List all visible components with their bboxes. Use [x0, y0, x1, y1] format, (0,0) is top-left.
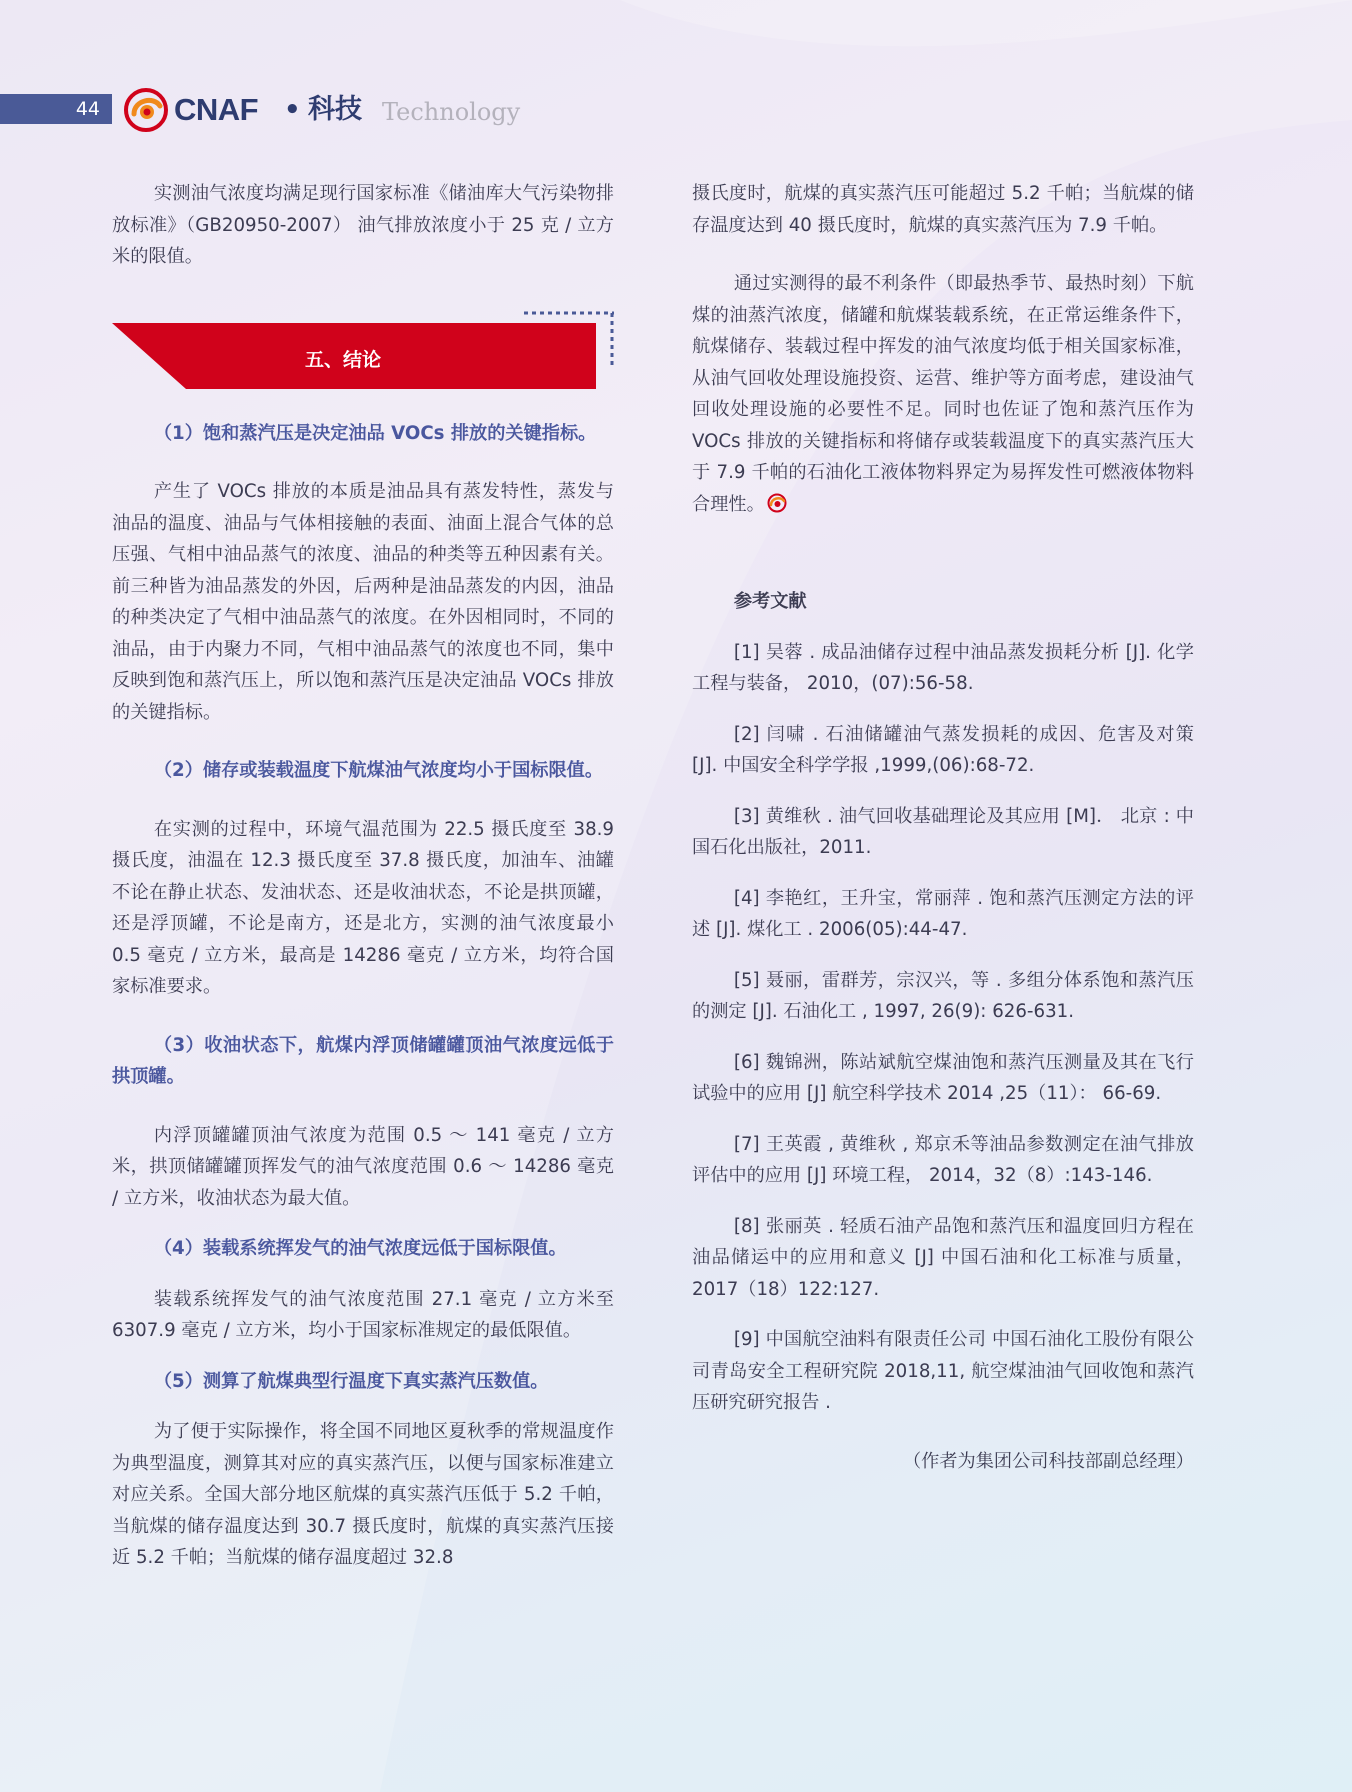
- reference-item: [9] 中国航空油料有限责任公司 中国石油化工股份有限公司青岛安全工程研究院 2018,11, 航空煤油油气回收饱和蒸汽压研究研究报告 .: [692, 1329, 1194, 1413]
- summary-text: 通过实测得的最不利条件（即最热季节、最热时刻）下航煤的油蒸汽浓度，储罐和航煤装载系统，在正常运维条件下，航煤储存、装载过程中挥发的油气浓度均低于相关国家标准，从油气回收处理设施投资、运营、维护等方面考虑，建设油气回收处理设施的必要性不足。同时也佐证了饱和蒸汽压作为 VOCs 排放的关键指标和将储存或装载温度下的真实蒸汽压大于 7.9 千帕的石油化工液体物料界定为易挥发性可燃液体物料合理性。: [692, 273, 1194, 515]
- conclusion-paragraph-2: 在实测的过程中，环境气温范围为 22.5 摄氏度至 38.9 摄氏度，油温在 12.3 摄氏度至 37.8 摄氏度，加油车、油罐不论在静止状态、发油状态、还是收油状态，不论是拱顶罐，还是浮顶罐，不论是南方，还是北方，实测的油气浓度最小 0.5 毫克 / 立方米，最高是 14286 毫克 / 立方米，均符合国家标准要求。: [112, 818, 614, 997]
- brand-separator: •: [284, 95, 301, 125]
- section-banner: [112, 311, 614, 391]
- left-column: [112, 178, 614, 1574]
- author-note: （作者为集团公司科技部副总经理）: [902, 1450, 1194, 1472]
- section-name-cn: 科技: [308, 94, 362, 125]
- cnaf-swirl-logo-icon: [124, 88, 168, 132]
- conclusion-heading-2: （2）储存或装载温度下航煤油气浓度均小于国标限值。: [153, 760, 604, 781]
- page-header: [0, 88, 600, 132]
- conclusion-paragraph-3: 内浮顶罐罐顶油气浓度为范围 0.5 ～ 141 毫克 / 立方米，拱顶储罐罐顶挥发气的油气浓度范围 0.6 ～ 14286 毫克 / 立方米，收油状态为最大值。: [112, 1124, 614, 1209]
- section-title: 五、结论: [304, 348, 381, 371]
- reference-item: [6] 魏锦洲，陈站斌航空煤油饱和蒸汽压测量及其在飞行试验中的应用 [J] 航空科学技术 2014 ,25（11）： 66-69.: [692, 1051, 1194, 1104]
- conclusion-paragraph-4: 装载系统挥发气的油气浓度范围 27.1 毫克 / 立方米至 6307.9 毫克 / 立方米，均小于国家标准规定的最低限值。: [112, 1288, 614, 1341]
- conclusion-heading-1: （1）饱和蒸汽压是决定油品 VOCs 排放的关键指标。: [153, 422, 597, 444]
- reference-item: [3] 黄维秋 . 油气回收基础理论及其应用 [M]． 北京 : 中国石化出版社，2011.: [692, 805, 1194, 858]
- section-name-en: Technology: [382, 98, 521, 126]
- reference-item: [8] 张丽英 . 轻质石油产品饱和蒸汽压和温度回归方程在油品储运中的应用和意义 [J] 中国石油和化工标准与质量，2017（18）122:127.: [692, 1215, 1194, 1300]
- reference-item: [4] 李艳红，王升宝，常丽萍 . 饱和蒸汽压测定方法的评述 [J]. 煤化工 . 2006(05):44-47.: [692, 887, 1194, 940]
- conclusion-paragraph-5: 为了便于实际操作，将全国不同地区夏秋季的常规温度作为典型温度，测算其对应的真实蒸汽压，以便与国家标准建立对应关系。全国大部分地区航煤的真实蒸汽压低于 5.2 千帕，当航煤的储存温度达到 30.7 摄氏度时，航煤的真实蒸汽压接近 5.2 千帕；当航煤的储存温度超过 32.8: [112, 1421, 614, 1568]
- conclusion-heading-4: （4）装载系统挥发气的油气浓度远低于国标限值。: [153, 1238, 567, 1259]
- conclusion-heading-5: （5）测算了航煤典型行温度下真实蒸汽压数值。: [153, 1370, 549, 1392]
- brand-name: CNAF: [174, 92, 259, 127]
- reference-item: [5] 聂丽，雷群芳，宗汉兴，等 . 多组分体系饱和蒸汽压的测定 [J]. 石油化工 , 1997, 26(9): 626-631.: [692, 969, 1194, 1022]
- continued-paragraph: 摄氏度时，航煤的真实蒸汽压可能超过 5.2 千帕；当航煤的储存温度达到 40 摄氏度时，航煤的真实蒸汽压为 7.9 千帕。: [692, 183, 1194, 236]
- references-title: 参考文献: [733, 591, 807, 612]
- reference-item: [7] 王英霞 , 黄维秋 , 郑京禾等油品参数测定在油气排放评估中的应用 [J] 环境工程， 2014，32（8）:143-146.: [692, 1133, 1194, 1186]
- summary-paragraph: [692, 268, 1194, 520]
- intro-paragraph: 实测油气浓度均满足现行国家标准《储油库大气污染物排放标准》（GB20950-2007） 油气排放浓度小于 25 克 / 立方米的限值。: [112, 183, 614, 267]
- page-number: 44: [75, 98, 100, 120]
- right-column: [692, 178, 1194, 1477]
- conclusion-heading-3: （3）收油状态下，航煤内浮顶储罐罐顶油气浓度远低于拱顶罐。: [112, 1034, 614, 1087]
- conclusion-paragraph-1: 产生了 VOCs 排放的本质是油品具有蒸发特性，蒸发与油品的温度、油品与气体相接触的表面、油面上混合气体的总压强、气相中油品蒸气的浓度、油品的种类等五种因素有关。前三种皆为油品蒸发的外因，后两种是油品蒸发的内因，油品的种类决定了气相中油品蒸气的浓度。在外因相同时，不同的油品，由于内聚力不同，气相中油品蒸气的浓度也不同，集中反映到饱和蒸汽压上，所以饱和蒸汽压是决定油品 VOCs 排放的关键指标。: [112, 481, 614, 723]
- reference-item: [1] 吴蓉 . 成品油储存过程中油品蒸发损耗分析 [J]. 化学工程与装备， 2010，(07):56-58.: [692, 641, 1194, 694]
- reference-item: [2] 闫啸 . 石油储罐油气蒸发损耗的成因、危害及对策 [J]. 中国安全科学学报 ,1999,(06):68-72.: [692, 723, 1194, 776]
- cnaf-end-mark-icon: [767, 493, 787, 513]
